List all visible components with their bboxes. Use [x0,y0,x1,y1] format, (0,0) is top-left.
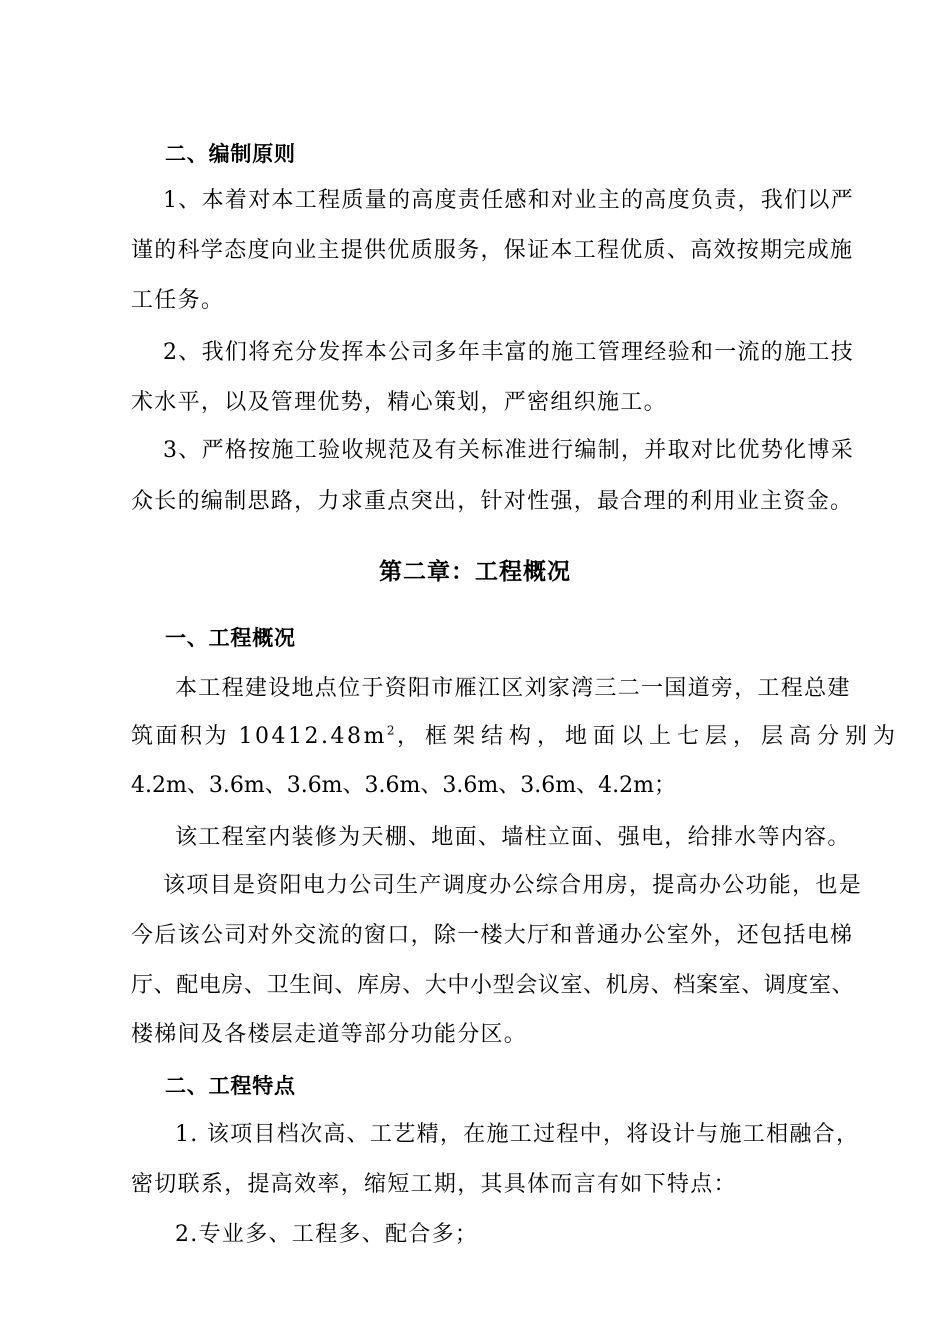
paragraph-line: 3、严格按施工验收规范及有关标准进行编制，并取对比优势化博采 [163,438,854,463]
section-heading-features: 二、工程特点 [165,1074,296,1098]
paragraph-line: 谨的科学态度向业主提供优质服务，保证本工程优质、高效按期完成施 [131,238,854,263]
paragraph-line-area [131,722,901,752]
superscript: 2 [386,723,397,738]
paragraph-line: 众长的编制思路，力求重点突出，针对性强，最合理的利用业主资金。 [131,489,854,514]
paragraph-line-heights: 4.2m、3.6m、3.6m、3.6m、3.6m、3.6m、4.2m； [131,773,676,798]
chapter-title: 第二章：工程概况 [379,559,571,585]
paragraph-line: 楼梯间及各楼层走道等部分功能分区。 [131,1022,528,1047]
structure-text: ，框架结构，地面以上七层，层高分别为 [396,724,901,749]
paragraph-line: 本工程建设地点位于资阳市雁江区刘家湾三二一国道旁，工程总建 [175,676,851,701]
paragraph-line: 该工程室内装修为天棚、地面、墙柱立面、强电，给排水等内容。 [175,825,851,850]
section-heading-overview: 一、工程概况 [165,626,296,650]
paragraph-line: 1. 该项目档次高、工艺精，在施工过程中，将设计与施工相融合， [175,1122,860,1147]
paragraph-line: 厅、配电房、卫生间、库房、大中小型会议室、机房、档案室、调度室、 [131,973,855,998]
paragraph-line: 2.专业多、工程多、配合多； [175,1222,479,1247]
area-text: 筑面积为 10412.48m [131,724,387,749]
paragraph-line: 该项目是资阳电力公司生产调度办公综合用房，提高办公功能，也是 [163,873,863,898]
paragraph-line: 2、我们将充分发挥本公司多年丰富的施工管理经验和一流的施工技 [163,340,854,365]
section-heading-principles: 二、编制原则 [165,142,296,166]
paragraph-line: 术水平，以及管理优势，精心策划，严密组织施工。 [131,390,667,415]
paragraph-line: 密切联系，提高效率，缩短工期，其具体而言有如下特点： [131,1172,737,1197]
paragraph-line: 工任务。 [131,288,225,313]
paragraph-line: 1、本着对本工程质量的高度责任感和对业主的高度负责，我们以严 [163,188,854,213]
paragraph-line: 今后该公司对外交流的窗口，除一楼大厅和普通办公室外，还包括电梯 [131,923,854,948]
